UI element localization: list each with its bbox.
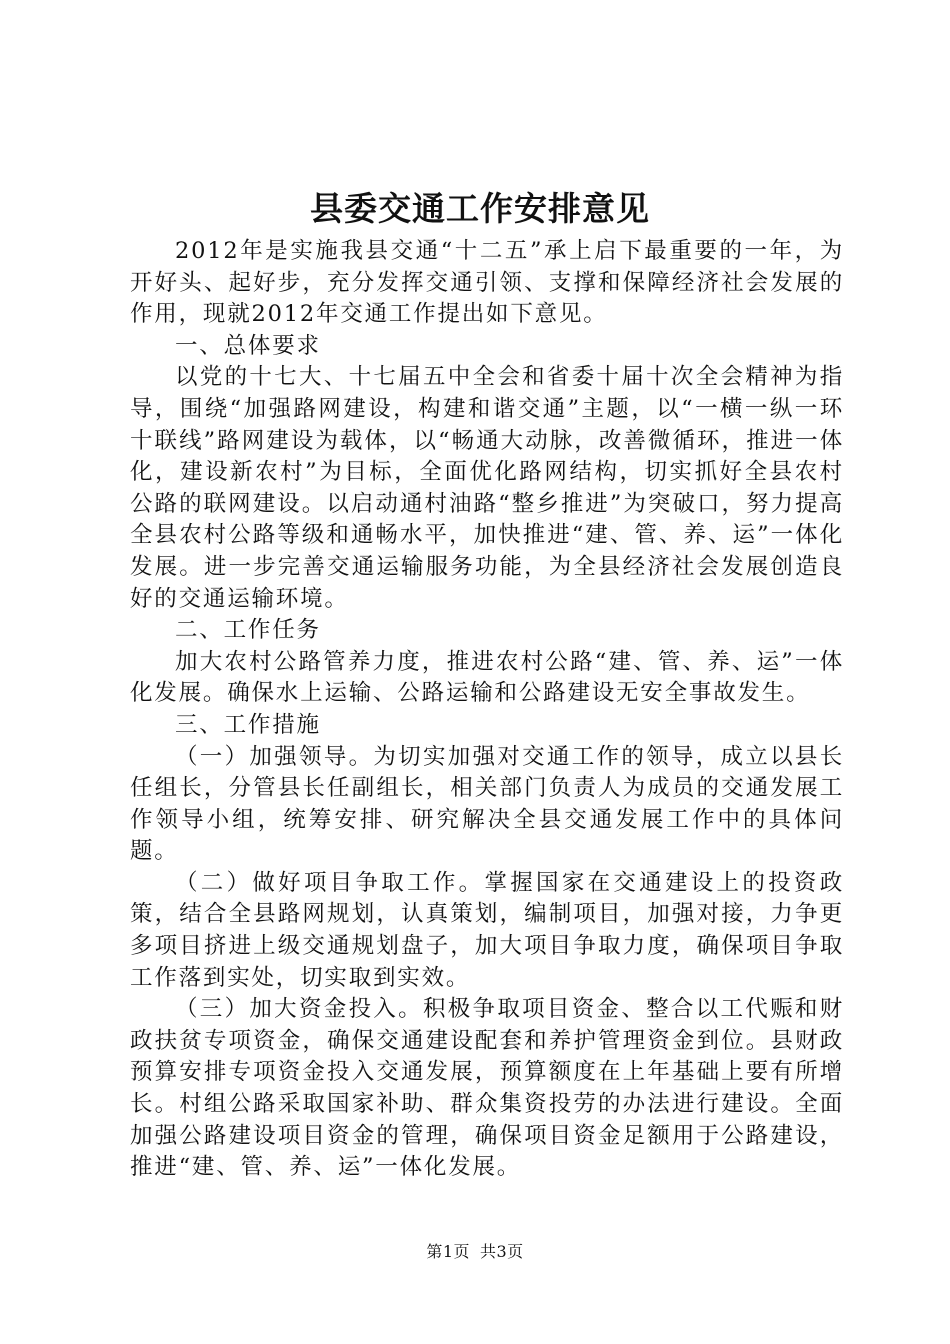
measure-funding-paragraph: （三）加大资金投入。积极争取项目资金、整合以工代赈和财政扶贫专项资金，确保交通建设配套和养护管理资金到位。县财政预算安排专项资金投入交通发展，预算额度在上年基础上要有所增长。村组公路采取国家补助、群众集资投劳的办法进行建设。全面加强公路建设项目资金的管理，确保项目资金足额用于公路建设，推进“建、管、养、运”一体化发展。 <box>130 996 844 1181</box>
measure-projects-paragraph: （二）做好项目争取工作。掌握国家在交通建设上的投资政策，结合全县路网规划，认真策划，编制项目，加强对接，力争更多项目挤进上级交通规划盘子，加大项目争取力度，确保项目争取工作落到实处，切实取到实效。 <box>130 869 844 991</box>
page-number-current: 第1页 <box>426 1242 470 1261</box>
tasks-paragraph: 加大农村公路管养力度，推进农村公路“建、管、养、运”一体化发展。确保水上运输、公路运输和公路建设无安全事故发生。 <box>130 648 844 707</box>
document-title: 县委交通工作安排意见 <box>310 189 650 228</box>
measure-leadership-paragraph: （一）加强领导。为切实加强对交通工作的领导，成立以县长任组长，分管县长任副组长，相关部门负责人为成员的交通发展工作领导小组，统筹安排、研究解决全县交通发展工作中的具体问题。 <box>130 743 844 865</box>
page-footer <box>0 1241 950 1263</box>
document-body <box>130 236 844 1184</box>
section-heading-tasks: 二、工作任务 <box>175 617 321 644</box>
general-requirements-paragraph: 以党的十七大、十七届五中全会和省委十届十次全会精神为指导，围绕“加强路网建设，构建和谐交通”主题，以“一横一纵一环十联线”路网建设为载体，以“畅通大动脉，改善微循环，推进一体化，建设新农村”为目标，全面优化路网结构，切实抓好全县农村公路的联网建设。以启动通村油路“整乡推进”为突破口，努力提高全县农村公路等级和通畅水平，加快推进“建、管、养、运”一体化发展。进一步完善交通运输服务功能，为全县经济社会发展创造良好的交通运输环境。 <box>130 364 844 612</box>
intro-paragraph: 2012年是实施我县交通“十二五”承上启下最重要的一年，为开好头、起好步，充分发挥交通引领、支撑和保障经济社会发展的作用，现就2012年交通工作提出如下意见。 <box>130 238 844 328</box>
section-heading-general: 一、总体要求 <box>175 332 321 359</box>
page-number-total: 共3页 <box>480 1242 524 1261</box>
section-heading-measures: 三、工作措施 <box>175 711 321 738</box>
